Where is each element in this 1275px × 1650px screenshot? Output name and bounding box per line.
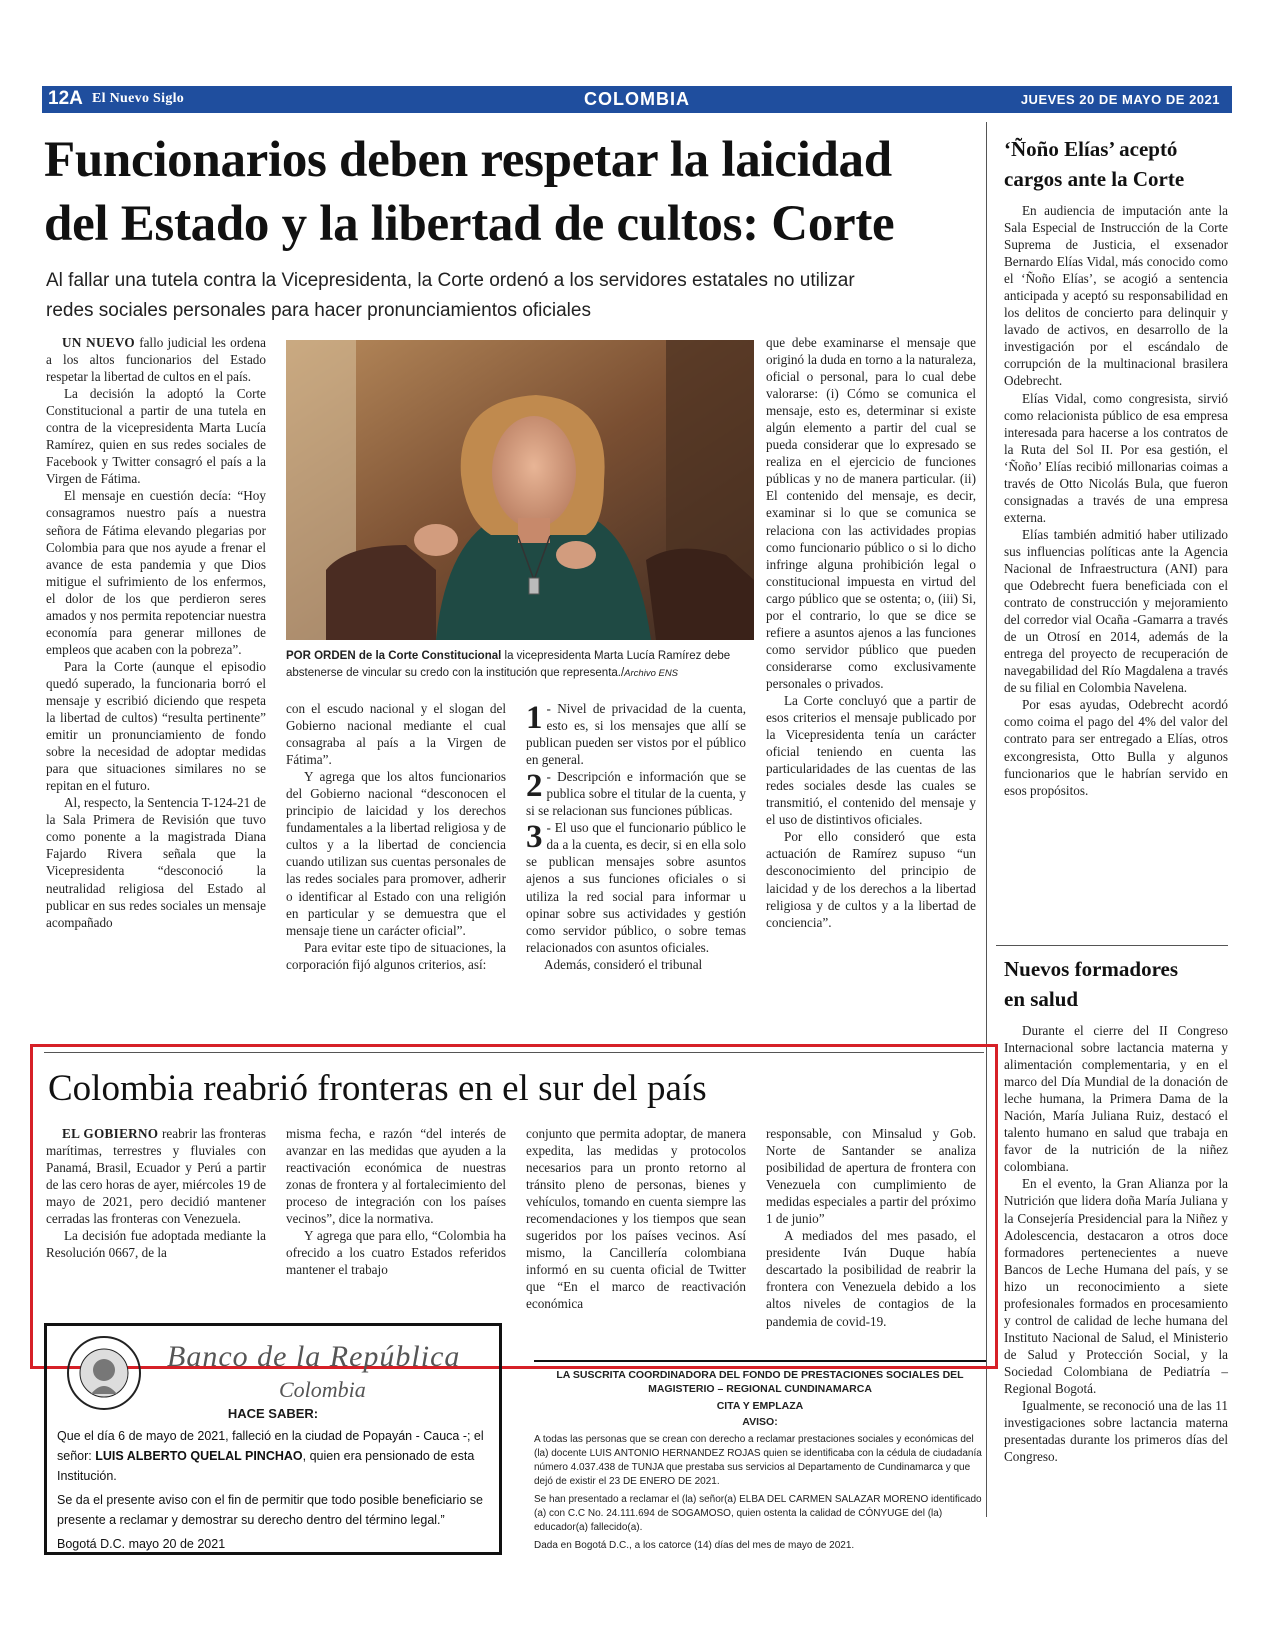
border-story-column-4 [766,1125,976,1329]
notice-paragraph [57,1426,489,1486]
paragraph: Elías Vidal, como congresista, sirvió como relacionista público de esa empresa interesada para hacerse a los contratos de la Ruta del Sol II. Por esa gestión, el ‘Ñoño’ Elías recibió millonarias coimas a través de Otto Nicolás Bula, que fueron consignadas a través de una empresa externa. [1004,390,1228,525]
photo-illustration [286,340,754,640]
article-column-4 [766,334,976,1026]
paragraph: En el evento, la Gran Alianza por la Nutrición que lidera doña María Juliana y la Consejería Presidencial para la Niñez y Adolescencia, destacaron a otros doce formadores pertenecientes a nueve Bancos de Leche Humana del país, y se hizo un reconocimiento a siete profesionales formados en procesamiento y control de calidad de leche humana del Instituto Nacional de Salud, el Ministerio de Salud y Protección Social, y la Sociedad Colombiana de Pediatría – Regional Bogotá. [1004,1176,1228,1396]
issue-date: JUEVES 20 DE MAYO DE 2021 [1020,92,1220,107]
headline-line: en salud [1004,987,1079,1011]
headline-line-2: del Estado y la libertad de cultos: Corte [44,196,895,252]
notice-header: LA SUSCRITA COORDINADORA DEL FONDO DE PRESTACIONES SOCIALES DEL MAGISTERIO – REGIONAL CUNDINAMARCA [556,1369,964,1395]
caption-credit: Archivo ENS [624,668,679,679]
border-story-column-1 [46,1125,266,1315]
criterion-number: 2 [526,768,543,805]
paragraph: La decisión la adoptó la Corte Constitucional a partir de una tutela en contra de la vicepresidenta Marta Lucía Ramírez, quien en sus redes sociales de Facebook y Twitter consagró el país a la Virgen de Fátima. [46,386,266,487]
dek-line-2: redes sociales personales para hacer pronunciamientos oficiales [46,300,591,321]
caption-text: la vicepresidenta Marta Lucía Ramírez debe abstenerse de vincular su credo con la institución que representa./ [286,650,731,679]
newspaper-name: El Nuevo Siglo [92,91,185,106]
criterion-1 [526,700,746,768]
notice-paragraph: Se da el presente aviso con el fin de permitir que todo posible beneficiario se presente a reclamar y demostrar su derecho dentro del término legal.” [57,1493,483,1527]
criterion-2 [526,768,746,819]
banco-republica-notice [44,1323,502,1555]
paragraph: Por ello consideró que esta actuación de Ramírez supuso “un desconocimiento del principio de laicidad y de los derechos a la libertad religiosa y de cultos y a la libertad de conciencia”. [766,829,976,930]
criterion-text: - El uso que el funcionario público le da a la cuenta, es decir, si en ella solo se publican mensajes sobre asuntos ajenos a sus funciones oficiales o si utiliza la red social para informar u opinar sobre sus actividades y gestión como servidor público, o sobre temas relacionados con asuntos oficiales. [526,820,746,955]
paragraph: Al, respecto, la Sentencia T-124-21 de la Sala Primera de Revisión que tuvo como ponente a la magistrada Diana Fajardo Rivera señala que la Vicepresidenta “desconoció la neutralidad religiosa del Estado al publicar en sus redes sociales un mensaje acompañado [46,795,266,930]
paragraph: con el escudo nacional y el slogan del Gobierno nacional mediante el cual consagraba al país a la Virgen de Fátima”. [286,701,506,768]
sidebar-headline-1 [1004,134,1228,194]
paragraph: que debe examinarse el mensaje que originó la duda en torno a la naturaleza, oficial o personal, para lo cual debe valorarse: (i) Cómo se comunica el mensaje, esto es, determinar si existe algún elemento a partir del cual se pueda considerar que lo expresado se realiza en el ejercicio de funciones públicas y no de manera particular. (ii) El contenido del mensaje, es decir, examinar si lo que se comunica se relaciona con las actividades propias como funcionario público o si lo dicho infringe alguna prohibición legal o constitucional impuesta en virtud del cargo público que se ostenta; o, (iii) Si, por el contrario, lo que se dice se refiere a asuntos ajenos a las funciones como servidor público que pueden considerarse como exclusivamente personales o privados. [766,335,976,691]
criterion-3 [526,819,746,955]
notice-paragraph: A todas las personas que se crean con derecho a reclamar prestaciones sociales y económicas del (la) docente LUIS ANTONIO HERNANDEZ ROJAS quien se identificaba con la cédula de ciudadanía número 4.037.438 de TUNJA que prestaba sus servicios al Departamento de Cundinamarca y que dejó de existir el 23 DE ENERO DE 2021. [534,1434,982,1487]
bank-country: Colombia [279,1377,366,1402]
lead-in: EL GOBIERNO [62,1126,159,1141]
page-number: 12A [48,88,83,109]
photo-caption [286,648,756,682]
border-story-column-3 [526,1125,746,1315]
main-dek [46,266,966,326]
notice-title: HACE SABER: [227,1406,319,1421]
paragraph: Para la Corte (aunque el episodio quedó superado, la funcionaria borró el mensaje y escribió diciendo que respeta la libertad de cultos) “resulta pertinente” emitir un pronunciamiento de fondo sobre la necesidad de adoptar medidas para que situaciones similares no se repitan en el futuro. [46,658,266,794]
text: Que el día 6 de mayo de 2021, falleció en la ciudad de Popayán - Cauca -; el señor: [57,1429,484,1463]
notice-paragraph: Se han presentado a reclamar el (la) señor(a) ELBA DEL CARMEN SALAZAR MORENO identificado (a) con C.C No. 24.111.694 de SOGAMOSO, quien ostenta la calidad de CÓNYUGE del (la) educador(a) fallecido(a). [534,1494,982,1533]
paragraph: Elías también admitió haber utilizado sus influencias políticas ante la Agencia Nacional de Infraestructura (ANI) para que Odebrecht fuera beneficiada con el contrato de construcción y mejoramiento del corredor vial Ocaña -Gamarra a través de un Otrosí en 2014, además de la entrega del proyecto de recuperación de navegabilidad del Río Magdalena a través de su filial en Colombia Navelena. [1004,526,1228,696]
main-headline [44,128,994,256]
criterion-text: - Nivel de privacidad de la cuenta, esto es, si los mensajes que allí se publican pueden ser vistos por el público en general. [526,701,746,768]
border-story-column-2 [286,1125,506,1315]
paragraph: A mediados del mes pasado, el presidente Iván Duque había descartado la posibilidad de reabrir la frontera con Venezuela debido a los altos niveles de contagios de la pandemia de covid-19. [766,1228,976,1329]
paragraph: responsable, con Minsalud y Gob. Norte de Santander se analiza posibilidad de apertura de frontera con Venezuela con cumplimiento de medidas especiales a partir del próximo 1 de junio” [766,1126,976,1227]
criterion-text: - Descripción e información que se publica sobre el titular de la cuenta, y si se relacionan sus funciones públicas. [526,769,746,819]
deceased-name: LUIS ALBERTO QUELAL PINCHAO [95,1449,303,1463]
paragraph: En audiencia de imputación ante la Sala Especial de Instrucción de la Corte Suprema de Justicia, el exsenador Bernardo Elías Vidal, más conocido como el ‘Ñoño Elías’, se acogió a sentencia anticipada y aceptó su responsabilidad en los delitos de concierto para delinquir y lavado de activos, en desarrollo de la investigación por el escándalo de corrupción de la multinacional brasilera Odebrecht. [1004,203,1228,389]
paragraph: Además, consideró el tribunal [544,956,703,972]
paragraph: conjunto que permita adoptar, de manera expedita, las medidas y protocolos necesarios para un pronto retorno al tránsito pleno de personas, bienes y vehículos, tomando en cuenta siempre las recomendaciones y los tiempos que sean sugeridos por los países vecinos. Así mismo, la Cancillería colombiana informó en su cuenta oficial de Twitter que “En el marco de reactivación económica [526,1126,746,1312]
sidebar-headline-2 [1004,954,1228,1014]
paragraph: Durante el cierre del II Congreso Internacional sobre lactancia materna y alimentación complementaria, y en el marco del Día Mundial de la donación de leche humana, la Primera Dama de la Nación, María Juliana Ruiz, destacó el talento humano en salud que trabaja en favor de la nutrición de la niñez colombiana. [1004,1023,1228,1175]
dek-line-1: Al fallar una tutela contra la Vicepresidenta, la Corte ordenó a los servidores estatales no utilizar [46,270,855,291]
section-name: COLOMBIA [584,89,690,109]
sidebar-article-1 [1004,202,1228,937]
lead-in: UN NUEVO [62,335,135,350]
notice-body [57,1426,489,1554]
headline-line-1: Funcionarios deben respetar la laicidad [44,132,892,188]
vicepresident-photo [286,340,754,640]
paragraph: El mensaje en cuestión decía: “Hoy consagramos nuestro país a nuestra señora de Fátima elevando plegarias por Colombia para que nos ayude a frenar el avance de esta pandemia y que Dios mitigue el sufrimiento de los enfermos, el dolor de los que perdieron seres amados y nos permita repotenciar nuestra economía para generar millones de empleos que acaben con la pobreza”. [46,488,266,657]
paragraph: fallo judicial les ordena a los altos funcionarios del Estado respetar la libertad de cultos en el país. [46,335,266,385]
paragraph: Para evitar este tipo de situaciones, la corporación fijó algunos criterios, así: [286,939,506,972]
caption-bold: POR ORDEN de la Corte Constitucional [286,650,502,662]
article-column-3 [526,700,746,1026]
article-column-1 [46,334,266,1026]
headline-line: Nuevos formadores [1004,957,1179,981]
paragraph: reabrir las fronteras marítimas, terrestres y fluviales con Panamá, Brasil, Ecuador y Perú a partir de las cero horas de ayer, miércoles 19 de mayo de 2021, pero decidió mantener cerradas las fronteras con Venezuela. [46,1126,266,1227]
text: , quien era pensionado de esta Institución. [57,1449,475,1483]
bank-name: Banco de la República [167,1340,461,1373]
paragraph: misma fecha, e razón “del interés de avanzar en las medidas que ayuden a la reactivación económica de nuestras zonas de frontera y al fortalecimiento del proceso de integración con los países vecinos”, dice la normativa. [286,1126,506,1227]
border-story-headline: Colombia reabrió fronteras en el sur del país [48,1068,707,1109]
criterion-number: 3 [526,819,543,856]
paragraph: La Corte concluyó que a partir de esos criterios el mensaje publicado por la Vicepresidenta tenía un carácter oficial teniendo en cuenta las particularidades de las cuentas de las redes sociales desde las cuales se transmitió, el contenido del mensaje y el uso de distintivos oficiales. [766,692,976,828]
bank-seal-icon [65,1334,143,1412]
paragraph: Por esas ayudas, Odebrecht acordó como coima el pago del 4% del valor del contrato para ser entregado a Elías, otros excongresista, Otto Bulla y algunos funcionarios que le habrían servido en esos propósitos. [1004,697,1228,798]
notice-date: Bogotá D.C. mayo 20 de 2021 [57,1537,226,1551]
sidebar-article-2 [1004,1022,1228,1524]
criterion-number: 1 [526,700,543,736]
paragraph: Y agrega que para ello, “Colombia ha ofrecido a los cuatro Estados referidos mantener el trabajo [286,1228,506,1278]
paragraph: La decisión fue adoptada mediante la Resolución 0667, de la [46,1228,266,1261]
notice-aviso: AVISO: [742,1416,778,1428]
paragraph: Y agrega que los altos funcionarios del Gobierno nacional “desconocen el principio de laicidad y los derechos fundamentales a la libertad religiosa y de cultos y a la libertad de conciencia cuando utilizan sus cuentas personales de las redes sociales para promover, adherir o identificar al Estado con una religión en particular y se demuestra que el mensaje tiene un carácter oficial”. [286,769,506,938]
headline-line: ‘Ñoño Elías’ aceptó [1004,137,1178,161]
magisterio-notice [534,1360,986,1553]
notice-paragraph: Dada en Bogotá D.C., a los catorce (14) días del mes de mayo de 2021. [534,1540,855,1551]
headline-line: cargos ante la Corte [1004,167,1185,191]
page-header [42,86,1232,113]
article-column-2 [286,700,506,1026]
sidebar-divider [996,945,1228,946]
paragraph: Igualmente, se reconoció una de las 11 investigaciones sobre lactancia materna presentadas durante los primeros días del Congreso. [1004,1398,1228,1465]
notice-subheader: CITA Y EMPLAZA [716,1400,804,1412]
